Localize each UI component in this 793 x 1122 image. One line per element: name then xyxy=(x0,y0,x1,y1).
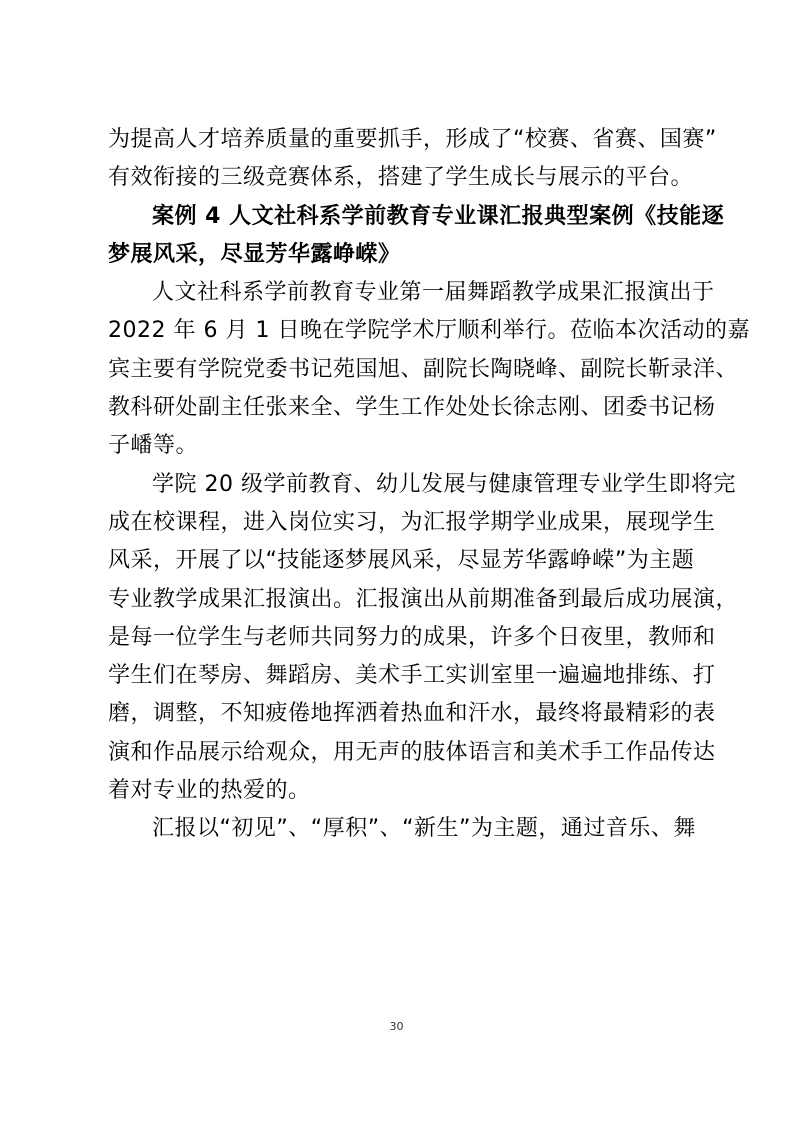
text-line: 人文社科系学前教育专业第一届舞蹈教学成果汇报演出于 xyxy=(152,280,715,306)
text-line: 磨，调整，不知疲倦地挥洒着热血和汗水，最终将最精彩的表 xyxy=(108,701,716,727)
text-line: 演和作品展示给观众，用无声的肢体语言和美术手工作品传达 xyxy=(108,739,716,765)
text-line: 是每一位学生与老师共同努力的成果，许多个日夜里，教师和 xyxy=(108,624,716,650)
case-heading-line: 梦展风采，尽显芳华露峥嵘》 xyxy=(108,241,401,267)
text-line: 2022 年 6 月 1 日晚在学院学术厅顺利举行。莅临本次活动的嘉 xyxy=(108,318,750,344)
body-text xyxy=(108,121,750,849)
text-line: 子嶓等。 xyxy=(108,433,199,459)
text-line: 着对专业的热爱的。 xyxy=(108,778,311,804)
text-line: 宾主要有学院党委书记苑国旭、副院长陶晓峰、副院长靳录洋、 xyxy=(108,356,739,382)
text-line: 专业教学成果汇报演出。汇报演出从前期准备到最后成功展演， xyxy=(108,586,739,612)
text-line: 成在校课程，进入岗位实习，为汇报学期学业成果，展现学生 xyxy=(108,509,716,535)
text-line: 学院 20 级学前教育、幼儿发展与健康管理专业学生即将完 xyxy=(152,471,736,497)
text-line: 有效衔接的三级竞赛体系，搭建了学生成长与展示的平台。 xyxy=(108,165,694,191)
text-line: 学生们在琴房、舞蹈房、美术手工实训室里一遍遍地排练、打 xyxy=(108,663,716,689)
text-line: 为提高人才培养质量的重要抓手，形成了“校赛、省赛、国赛” xyxy=(108,127,717,152)
text-line: 风采，开展了以“技能逐梦展风采，尽显芳华露峥嵘”为主题 xyxy=(108,548,695,574)
text-line: 教科研处副主任张来全、学生工作处处长徐志刚、团委书记杨 xyxy=(108,395,716,421)
case-heading-line: 案例 4 人文社科系学前教育专业课汇报典型案例《技能逐 xyxy=(152,203,725,229)
page-number: 30 xyxy=(389,1020,404,1033)
text-line: 汇报以“初见”、“厚积”、“新生”为主题，通过音乐、舞 xyxy=(152,816,696,842)
